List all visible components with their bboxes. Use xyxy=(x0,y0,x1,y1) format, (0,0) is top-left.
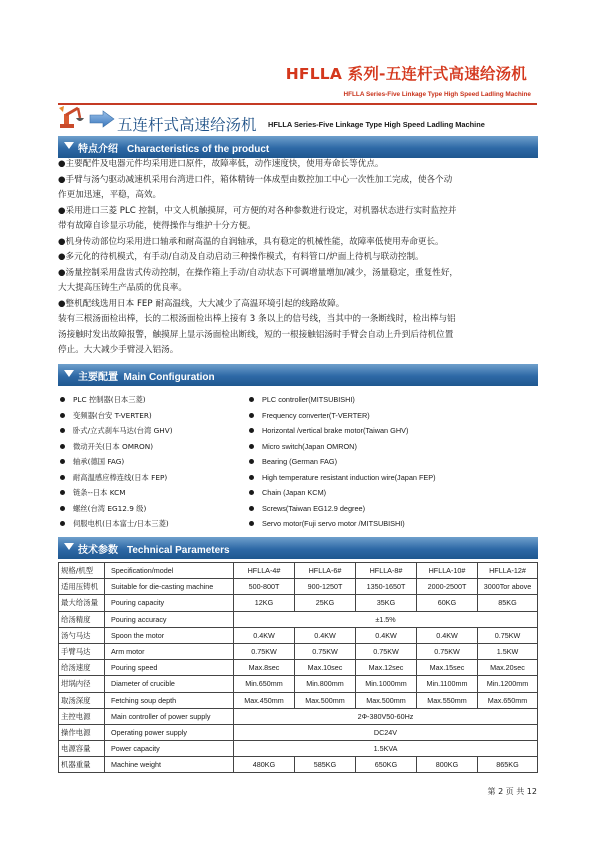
list-item: Chain (Japan KCM) xyxy=(247,485,542,501)
table-cell: Max.500mm xyxy=(295,692,356,708)
table-cell: 60KG xyxy=(417,595,478,611)
list-item: 耐高温感应棒连线(日本 FEP) xyxy=(58,470,244,486)
table-row xyxy=(59,563,538,579)
list-item: 变频器(台安 T-VERTER) xyxy=(58,408,244,424)
characteristics-line: 作更加迅速，平稳，高效。 xyxy=(58,190,162,200)
header-title: HFLLA 系列-五连杆式高速给汤机 xyxy=(285,65,527,83)
table-cell: 25KG xyxy=(295,595,356,611)
characteristics-text xyxy=(58,157,542,359)
table-cell: Min.650mm xyxy=(234,676,295,692)
table-cell: 0.4KW xyxy=(295,627,356,643)
ladle-robot-icon xyxy=(58,104,84,130)
row-label-cn: 坩埚内径 xyxy=(59,676,105,692)
characteristics-line: ●多元化的待机模式，有手动/自动及自动启动三种操作模式，有料管口/炉面上待机与联动控制。 xyxy=(58,252,424,262)
bullet-icon xyxy=(60,428,65,433)
triangle-bullet-icon xyxy=(64,543,74,550)
table-cell: Max.500mm xyxy=(356,692,417,708)
bullet-icon xyxy=(60,475,65,480)
table-cell: Min.1000mm xyxy=(356,676,417,692)
row-label-cn: 适用压铸机 xyxy=(59,579,105,595)
table-cell: Min.800mm xyxy=(295,676,356,692)
characteristics-line: ●采用进口三菱 PLC 控制，中文人机触摸屏，可方便的对各种参数进行设定，对机器状态进行实时监控并 xyxy=(58,205,457,216)
table-cell: 0.75KW xyxy=(356,643,417,659)
list-item: Frequency converter(T-VERTER) xyxy=(247,408,542,424)
row-label-en: Main controller of power supply xyxy=(105,708,234,724)
technical-heading: 技术参数 Technical Parameters xyxy=(78,545,230,556)
table-cell: 35KG xyxy=(356,595,417,611)
bullet-icon xyxy=(249,428,254,433)
bullet-icon xyxy=(249,475,254,480)
row-label-en: Pouring speed xyxy=(105,660,234,676)
table-cell: 0.4KW xyxy=(234,627,295,643)
characteristics-line: ●主要配件及电器元件均采用进口原件，故障率低，动作速度快，使用寿命长等优点。 xyxy=(58,159,384,169)
table-cell: HFLLA-4# xyxy=(234,563,295,579)
table-cell: 0.75KW xyxy=(234,643,295,659)
row-label-cn: 主控电源 xyxy=(59,708,105,724)
characteristics-line: ●机身传动部位均采用进口轴承和耐高温的自润轴承，具有稳定的机械性能，故障率低使用寿命更长。 xyxy=(58,236,444,247)
table-cell: 585KG xyxy=(295,757,356,773)
table-cell: HFLLA-8# xyxy=(356,563,417,579)
table-cell: Max.12sec xyxy=(356,660,417,676)
characteristics-line: ●汤量控制采用盘齿式传动控制，在操作箱上手动/自动状态下可调增量增加/减少，汤量稳定，重复性好， xyxy=(58,267,459,278)
table-row xyxy=(59,741,538,757)
row-label-cn: 汤勺马达 xyxy=(59,627,105,643)
header-divider xyxy=(58,103,537,105)
row-label-en: Arm motor xyxy=(105,643,234,659)
table-cell: 0.75KW xyxy=(478,627,538,643)
table-cell: HFLLA-12# xyxy=(478,563,538,579)
bullet-icon xyxy=(60,490,65,495)
table-row xyxy=(59,660,538,676)
characteristics-line: 汤接触时发出故障报警，触摸屏上显示汤面检出断线，短的一根接触铝汤时手臂会自动上升到后待机位置 xyxy=(58,329,454,340)
characteristics-line: ●手臂与汤勺驱动减速机采用台湾进口件，箱体精铸一体成型由数控加工中心一次性加工完成，使各个动 xyxy=(58,174,453,185)
characteristics-line: 大大提高压铸生产品质的优良率。 xyxy=(58,283,187,293)
row-label-en: Spoon the motor xyxy=(105,627,234,643)
bullet-icon xyxy=(60,444,65,449)
configuration-heading-bar xyxy=(58,364,538,386)
table-row xyxy=(59,579,538,595)
bullet-icon xyxy=(60,459,65,464)
table-cell: DC24V xyxy=(234,724,538,740)
table-cell: 12KG xyxy=(234,595,295,611)
list-item: 轴承(德国 FAG) xyxy=(58,454,244,470)
row-label-cn: 操作电源 xyxy=(59,724,105,740)
table-cell: 500-800T xyxy=(234,579,295,595)
list-item: Bearing (German FAG) xyxy=(247,454,542,470)
row-label-cn: 给汤速度 xyxy=(59,660,105,676)
characteristics-line: 停止。大大减少手臂浸入铝汤。 xyxy=(58,345,179,355)
row-label-cn: 电源容量 xyxy=(59,741,105,757)
list-item: Screws(Taiwan EG12.9 degree) xyxy=(247,501,542,517)
product-subtitle: HFLLA Series-Five Linkage Type High Speed Ladling Machine xyxy=(268,120,485,129)
list-item: 螺丝(台湾 EG12.9 级) xyxy=(58,501,244,517)
table-cell: Max.650mm xyxy=(478,692,538,708)
table-cell: Min.1100mm xyxy=(417,676,478,692)
table-cell: Max.10sec xyxy=(295,660,356,676)
table-row xyxy=(59,708,538,724)
list-item: 微动开关(日本 OMRON) xyxy=(58,439,244,455)
triangle-bullet-icon xyxy=(64,370,74,377)
characteristics-line: ●整机配线选用日本 FEP 耐高温线，大大减少了高温环境引起的线路故障。 xyxy=(58,298,345,309)
characteristics-heading-bar xyxy=(58,136,538,158)
row-label-en: Fetching soup depth xyxy=(105,692,234,708)
technical-heading-bar xyxy=(58,537,538,559)
table-row xyxy=(59,643,538,659)
row-label-cn: 机器重量 xyxy=(59,757,105,773)
row-label-en: Pouring accuracy xyxy=(105,611,234,627)
row-label-en: Machine weight xyxy=(105,757,234,773)
table-cell: 900-1250T xyxy=(295,579,356,595)
list-item: 链条--日本 KCM xyxy=(58,485,244,501)
characteristics-line: 带有故障自诊显示功能，使得操作与维护十分方便。 xyxy=(58,221,256,231)
row-label-en: Suitable for die-casting machine xyxy=(105,579,234,595)
table-row xyxy=(59,724,538,740)
list-item: High temperature resistant induction wire(Japan FEP) xyxy=(247,470,542,486)
bullet-icon xyxy=(249,444,254,449)
table-row xyxy=(59,692,538,708)
table-cell: 85KG xyxy=(478,595,538,611)
characteristics-line: 装有三根汤面检出棒，长的二根汤面检出棒上接有 3 条以上的信号线，当其中的一条断线时，检出棒与铝 xyxy=(58,314,456,324)
table-cell: Max.450mm xyxy=(234,692,295,708)
table-cell: HFLLA-10# xyxy=(417,563,478,579)
table-cell: 3000Tor above xyxy=(478,579,538,595)
row-label-cn: 最大给汤量 xyxy=(59,595,105,611)
row-label-cn: 手臂马达 xyxy=(59,643,105,659)
header-subtitle: HFLLA Series-Five Linkage Type High Speed Ladling Machine xyxy=(343,91,531,98)
table-cell: Max.15sec xyxy=(417,660,478,676)
row-label-en: Pouring capacity xyxy=(105,595,234,611)
table-cell: Min.1200mm xyxy=(478,676,538,692)
bullet-icon xyxy=(249,490,254,495)
list-item: PLC controller(MITSUBISHI) xyxy=(247,392,542,408)
row-label-en: Power capacity xyxy=(105,741,234,757)
list-item: Servo motor(Fuji servo motor /MITSUBISHI) xyxy=(247,516,542,532)
product-title: 五连杆式高速给汤机 xyxy=(117,116,257,134)
table-row xyxy=(59,611,538,627)
table-row xyxy=(59,595,538,611)
table-cell: 1.5KW xyxy=(478,643,538,659)
table-cell: Max.8sec xyxy=(234,660,295,676)
bullet-icon xyxy=(60,397,65,402)
table-cell: 1.5KVA xyxy=(234,741,538,757)
list-item: 卧式/立式刹车马达(台湾 GHV) xyxy=(58,423,244,439)
configuration-list-cn xyxy=(58,392,244,532)
table-cell: 0.4KW xyxy=(417,627,478,643)
bullet-icon xyxy=(60,521,65,526)
bullet-icon xyxy=(60,413,65,418)
table-cell: HFLLA-6# xyxy=(295,563,356,579)
table-cell: 0.75KW xyxy=(417,643,478,659)
technical-parameters-table xyxy=(58,562,538,773)
bullet-icon xyxy=(60,506,65,511)
table-row xyxy=(59,757,538,773)
list-item: Horizontal /vertical brake motor(Taiwan GHV) xyxy=(247,423,542,439)
row-label-cn: 规格/机型 xyxy=(59,563,105,579)
list-item: PLC 控制器(日本三菱) xyxy=(58,392,244,408)
table-cell: 865KG xyxy=(478,757,538,773)
table-cell: 650KG xyxy=(356,757,417,773)
list-item: Micro switch(Japan OMRON) xyxy=(247,439,542,455)
table-cell: ±1.5% xyxy=(234,611,538,627)
configuration-heading: 主要配置 Main Configuration xyxy=(78,372,215,383)
row-label-en: Specification/model xyxy=(105,563,234,579)
characteristics-heading: 特点介绍 Characteristics of the product xyxy=(78,144,270,155)
bullet-icon xyxy=(249,521,254,526)
table-cell: 2000-2500T xyxy=(417,579,478,595)
table-cell: 0.4KW xyxy=(356,627,417,643)
table-row xyxy=(59,676,538,692)
list-item: 伺服电机(日本富士/日本三菱) xyxy=(58,516,244,532)
bullet-icon xyxy=(249,506,254,511)
row-label-en: Diameter of crucible xyxy=(105,676,234,692)
triangle-bullet-icon xyxy=(64,142,74,149)
row-label-en: Operating power supply xyxy=(105,724,234,740)
row-label-cn: 取汤深度 xyxy=(59,692,105,708)
configuration-list-en xyxy=(247,392,542,532)
table-cell: 2Ф-380V50-60Hz xyxy=(234,708,538,724)
table-cell: 480KG xyxy=(234,757,295,773)
table-cell: 1350-1650T xyxy=(356,579,417,595)
row-label-cn: 给汤精度 xyxy=(59,611,105,627)
table-cell: 800KG xyxy=(417,757,478,773)
bullet-icon xyxy=(249,459,254,464)
bullet-icon xyxy=(249,413,254,418)
table-cell: 0.75KW xyxy=(295,643,356,659)
bullet-icon xyxy=(249,397,254,402)
page-number: 第 2 页 共 12 xyxy=(487,787,537,796)
table-cell: Max.550mm xyxy=(417,692,478,708)
table-row xyxy=(59,627,538,643)
arrow-right-icon xyxy=(89,110,115,128)
table-cell: Max.20sec xyxy=(478,660,538,676)
